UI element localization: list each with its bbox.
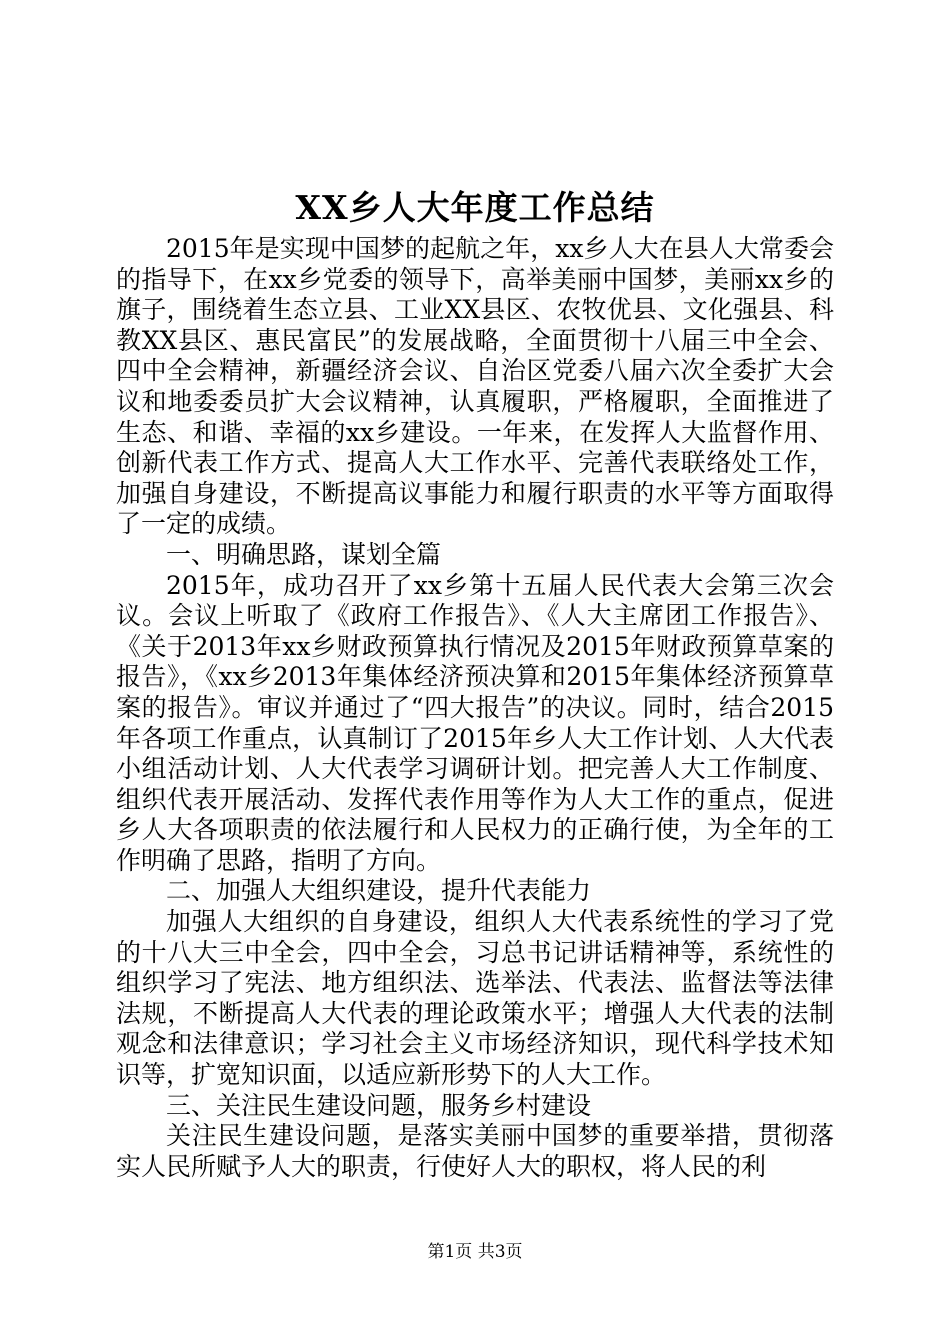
section-heading-3: 三、关注民生建设问题，服务乡村建设 [166,1090,592,1120]
section-heading-2: 二、加强人大组织建设，提升代表能力 [166,876,592,906]
document-title: XX乡人大年度工作总结 [295,188,655,227]
paragraph-section-2: 加强人大组织的自身建设，组织人大代表系统性的学习了党的十八大三中全会，四中全会，习总书记讲话精神等，系统性的组织学习了宪法、地方组织法、选举法、代表法、监督法等法律法规，不断提高人大代表的理论政策水平；增强人大代表的法制观念和法律意识；学习社会主义市场经济知识，现代科学技术知识等，扩宽知识面，以适应新形势下的人大工作。 [116,907,834,1090]
page-number-footer: 第1页 共3页 [427,1242,523,1262]
paragraph-section-1: 2015年，成功召开了xx乡第十五届人民代表大会第三次会议。会议上听取了《政府工作报告》、《人大主席团工作报告》、《关于2013年xx乡财政预算执行情况及2015年财政预算草案的报告》，《xx乡2013年集体经济预决算和2015年集体经济预算草案的报告》。审议并通过了“四大报告”的决议。同时，结合2015年各项工作重点，认真制订了2015年乡人大工作计划、人大代表小组活动计划、人大代表学习调研计划。把完善人大工作制度、组织代表开展活动、发挥代表作用等作为人大工作的重点，促进乡人大各项职责的依法履行和人民权力的正确行使，为全年的工作明确了思路，指明了方向。 [116,570,834,875]
paragraph-section-3: 关注民生建设问题，是落实美丽中国梦的重要举措，贯彻落实人民所赋予人大的职责，行使好人大的职权，将人民的利 [116,1121,834,1181]
document-body [116,234,834,1182]
paragraph-intro: 2015年是实现中国梦的起航之年，xx乡人大在县人大常委会的指导下，在xx乡党委的领导下，高举美丽中国梦，美丽xx乡的旗子，围绕着生态立县、工业XX县区、农牧优县、文化强县、科教XX县区、惠民富民”的发展战略，全面贯彻十八届三中全会、四中全会精神，新疆经济会议、自治区党委八届六次全委扩大会议和地委委员扩大会议精神，认真履职，严格履职，全面推进了生态、和谐、幸福的xx乡建设。一年来，在发挥人大监督作用、创新代表工作方式、提高人大工作水平、完善代表联络处工作，加强自身建设，不断提高议事能力和履行职责的水平等方面取得了一定的成绩。 [116,234,834,539]
section-heading-1: 一、明确思路，谋划全篇 [166,539,442,569]
